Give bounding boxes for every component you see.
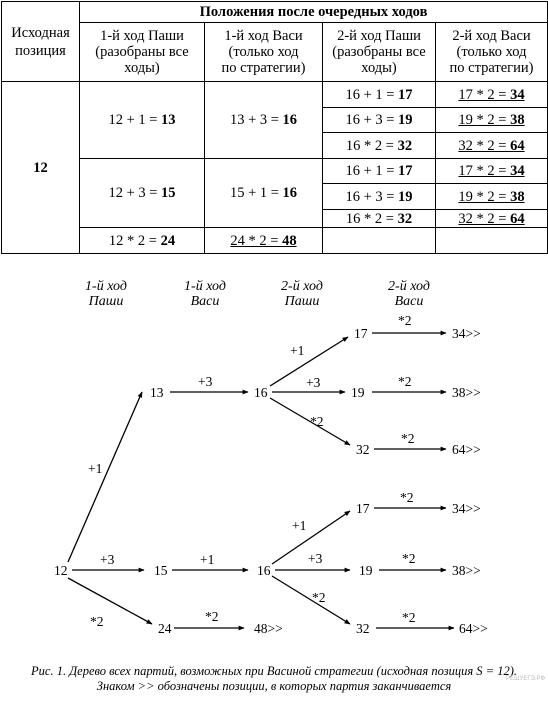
header-pasha-move1: 1-й ход Паши (разобраны все ходы) <box>80 23 205 82</box>
node-34: 34>> <box>452 326 481 341</box>
node-38: 38>> <box>452 563 481 578</box>
edge-label: *2 <box>312 590 326 605</box>
edge-label: +1 <box>88 461 103 476</box>
tree-header-pasha-1: Паши <box>88 294 124 309</box>
header-vasya-move2: 2-й ход Васи (только ход по стратегии) <box>436 23 548 82</box>
tree-header-pasha-2: Паши <box>284 294 320 309</box>
g1-pasha-move2: 16 + 3 = 19 <box>323 108 436 133</box>
watermark: РЕШУЕГЭ.РФ <box>506 676 546 682</box>
node-19: 19 <box>351 385 365 400</box>
edge-label: +3 <box>198 374 213 389</box>
g1-vasya-move1: 13 + 3 = 16 <box>205 82 323 159</box>
g2-vasya-move1: 15 + 1 = 16 <box>205 159 323 228</box>
g2-pasha-move1: 12 + 3 = 15 <box>80 159 205 228</box>
header-pasha-move2: 2-й ход Паши (разобраны все ходы) <box>323 23 436 82</box>
edge-arrow <box>68 392 142 562</box>
node-34: 34>> <box>452 501 481 516</box>
g2-pasha-move2: 16 + 3 = 19 <box>323 184 436 210</box>
g3-pasha-move1: 12 * 2 = 24 <box>80 228 205 254</box>
tree-header-vasya-1: Васи <box>190 294 220 309</box>
edge-label: *2 <box>90 614 104 629</box>
tree-edges <box>68 333 454 628</box>
node-15: 15 <box>154 563 168 578</box>
g2-vasya-move2: 17 * 2 = 34 <box>436 159 548 184</box>
edge-label: *2 <box>205 609 219 624</box>
edge-label: *2 <box>402 551 416 566</box>
tree-header-pasha-2: 2-й ход <box>281 279 323 294</box>
edge-label: +1 <box>292 518 307 533</box>
g1-pasha-move2: 16 + 1 = 17 <box>323 82 436 108</box>
edge-label: +1 <box>200 552 215 567</box>
node-38: 38>> <box>452 385 481 400</box>
edge-label: *2 <box>310 414 324 429</box>
edge-label: *2 <box>401 431 415 446</box>
edge-label: *2 <box>400 490 414 505</box>
edge-label: *2 <box>402 610 416 625</box>
node-24: 24 <box>158 621 172 636</box>
node-13: 13 <box>150 385 164 400</box>
g2-vasya-move2: 32 * 2 = 64 <box>436 210 548 228</box>
g1-pasha-move2: 16 * 2 = 32 <box>323 133 436 159</box>
edge-arrow <box>272 576 350 624</box>
tree-header-vasya-1: 1-й ход <box>184 279 226 294</box>
edge-label: *2 <box>398 313 412 328</box>
edge-label: +1 <box>290 343 305 358</box>
node-19: 19 <box>359 563 373 578</box>
edge-label: +3 <box>308 551 323 566</box>
edge-arrow <box>68 578 152 624</box>
g1-vasya-move2: 19 * 2 = 38 <box>436 108 548 133</box>
g1-vasya-move2: 32 * 2 = 64 <box>436 133 548 159</box>
tree-header-vasya-2: Васи <box>394 294 424 309</box>
edge-label: +3 <box>100 552 115 567</box>
node-32: 32 <box>356 442 370 457</box>
node-17: 17 <box>354 326 368 341</box>
node-17: 17 <box>356 501 370 516</box>
edge-label: *2 <box>398 374 412 389</box>
initial-position-cell: 12 <box>2 82 80 254</box>
g1-pasha-move1: 12 + 1 = 13 <box>80 82 205 159</box>
edge-label: +3 <box>306 375 321 390</box>
g3-vasya-move1: 24 * 2 = 48 <box>205 228 323 254</box>
g2-pasha-move2: 16 + 1 = 17 <box>323 159 436 184</box>
header-initial-position: Исходная позиция <box>2 2 80 82</box>
node-64: 64>> <box>459 621 488 636</box>
header-vasya-move1: 1-й ход Васи (только ход по стратегии) <box>205 23 323 82</box>
g1-vasya-move2: 17 * 2 = 34 <box>436 82 548 108</box>
g2-pasha-move2: 16 * 2 = 32 <box>323 210 436 228</box>
node-16: 16 <box>257 563 271 578</box>
tree-header-pasha-1: 1-й ход <box>85 279 127 294</box>
g2-vasya-move2: 19 * 2 = 38 <box>436 184 548 210</box>
tree-header-vasya-2: 2-й ход <box>388 279 430 294</box>
node-64: 64>> <box>452 442 481 457</box>
figure-caption: Рис. 1. Дерево всех партий, возможных при Васиной стратегии (исходная позиция S = 12). Знаком >> обозначены позиции, в которых партия заканчивается <box>31 664 517 693</box>
node-16: 16 <box>254 385 268 400</box>
node-48: 48>> <box>254 621 283 636</box>
node-12: 12 <box>54 563 68 578</box>
header-positions: Положения после очередных ходов <box>80 2 548 23</box>
node-32: 32 <box>356 621 370 636</box>
